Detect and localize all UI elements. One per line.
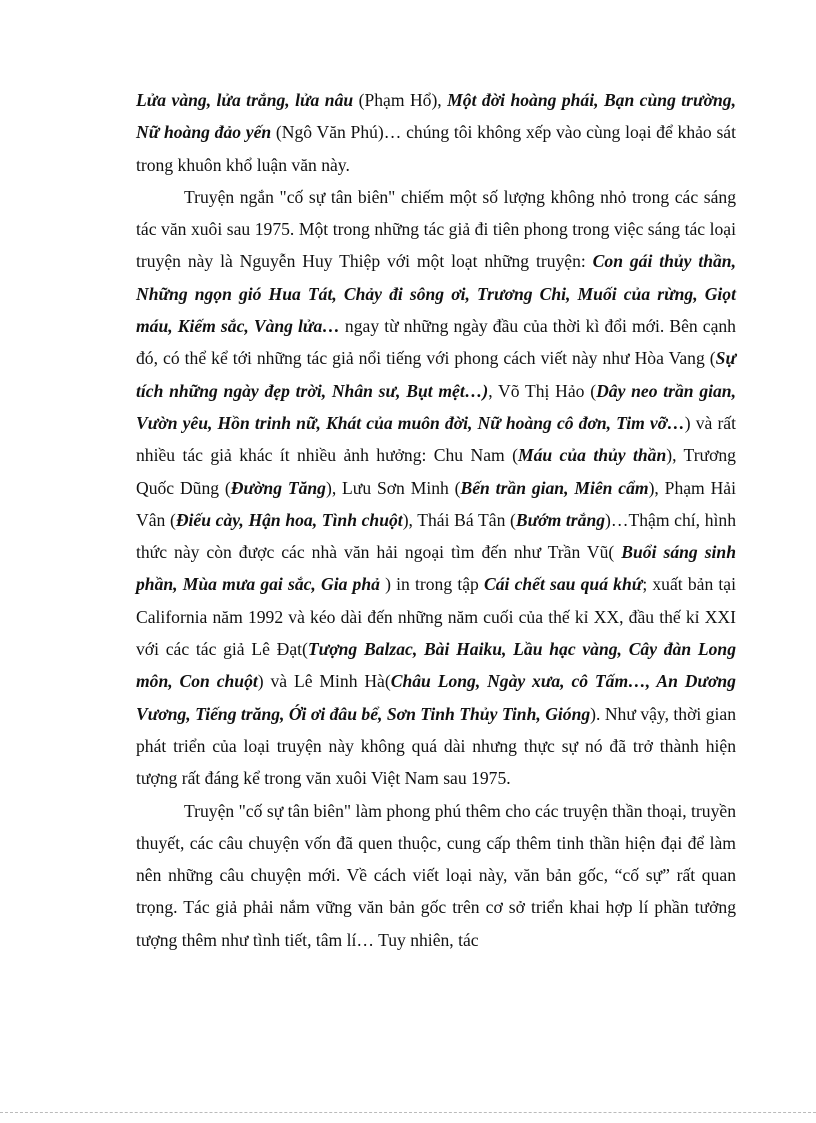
work-title: Một đời hoàng phái, Bạn cùng trường, Nữ hoàng đảo yến [136, 90, 736, 143]
paragraph-3 [136, 795, 736, 956]
body-text-run: ), Phạm Hải Vân ( [136, 477, 736, 530]
body-text-run: (Ngô Văn Phú)… chúng tôi không xếp vào cùng loại để khảo sát trong khuôn khổ luận văn này. [136, 122, 736, 175]
body-text-run: , Võ Thị Hảo ( [488, 380, 597, 401]
body-text-run: ) và Lê Minh Hà( [257, 671, 391, 692]
page-bottom-divider [0, 1112, 816, 1113]
body-text-run: ) và rất nhiều tác giả khác ít nhiều ảnh hưởng: Chu Nam ( [136, 412, 736, 466]
work-title: Tượng Balzac, Bài Haiku, Lầu hạc vàng, Cây đàn Long môn, Con chuột [136, 639, 736, 692]
body-text-run: ), Lưu Sơn Minh ( [325, 477, 461, 498]
paragraph-2 [136, 181, 736, 795]
work-title: Cái chết sau quá khứ [483, 574, 643, 595]
work-title: Sự tích những ngày đẹp trời, Nhân sư, Bụt mệt…) [136, 348, 736, 401]
body-text-run: ). Như vậy, thời gian phát triển của loại truyện này không quá dài nhưng thực sự nó đã trở thành hiện tượng rất đáng kể trong văn xuôi Việt Nam sau 1975. [136, 703, 736, 789]
work-title: Điếu cày, Hận hoa, Tình chuột [175, 509, 403, 530]
body-text-run: Truyện ngắn "cố sự tân biên" chiếm một số lượng không nhỏ trong các sáng tác văn xuôi sau 1975. Một trong những tác giả đi tiên phong trong việc sáng tác loại truyện này là Nguyễn Huy Thiệp với một loạt những truyện: [136, 186, 736, 272]
body-text-run: Truyện "cố sự tân biên" làm phong phú thêm cho các truyện thần thoại, truyền thuyết, các câu chuyện vốn đã quen thuộc, cung cấp thêm tinh thần hiện đại để làm nên những câu chuyện mới. Về cách viết loại này, văn bản gốc, “cố sự” rất quan trọng. Tác giả phải nắm vững văn bản gốc trên cơ sở triển khai hợp lí phần tưởng tượng thêm như tình tiết, tâm lí… Tuy nhiên, tác [136, 800, 736, 950]
work-title: Bến trần gian, Miên cẩm [460, 477, 649, 498]
work-title: Bướm trắng [515, 509, 606, 530]
body-text-run: (Phạm Hổ), [353, 90, 448, 110]
work-title: Dây neo trần gian, Vườn yêu, Hồn trinh nữ, Khát của muôn đời, Nữ hoàng cô đơn, Tim vỡ… [136, 380, 736, 433]
body-text [136, 84, 736, 956]
work-title: Buổi sáng sinh phần, Mùa mưa gai sắc, Gia phả [136, 542, 736, 595]
work-title: Con gái thủy thần, Những ngọn gió Hua Tát, Chảy đi sông ơi, Trương Chi, Muối của rừng, Giọt máu, Kiếm sắc, Vàng lửa… [136, 251, 736, 337]
body-text-run: ) in trong tập [379, 574, 484, 595]
paragraph-1 [136, 84, 736, 181]
work-title: Máu của thủy thần [517, 445, 667, 466]
work-title: Châu Long, Ngày xưa, cô Tấm…, An Dương Vương, Tiếng trăng, Ới ơi đâu bể, Sơn Tinh Thủy Tinh, Gióng [136, 671, 736, 724]
body-text-run: )…Thậm chí, hình thức này còn được các nhà văn hải ngoại tìm đến như Trần Vũ( [136, 509, 736, 563]
work-title: Đường Tăng [230, 477, 326, 498]
body-text-run: ; xuất bản tại California năm 1992 và kéo dài đến những năm cuối của thế kỉ XX, đầu thế kỉ XXI với các tác giả Lê Đạt( [136, 574, 736, 660]
work-title: Lửa vàng, lửa trắng, lửa nâu [136, 90, 354, 110]
body-text-run: ), Trương Quốc Dũng ( [136, 445, 736, 498]
body-text-run: ), Thái Bá Tân ( [402, 509, 516, 530]
body-text-run: ngay từ những ngày đầu của thời kì đổi mới. Bên cạnh đó, có thể kể tới những tác giả nổi tiếng với phong cách viết này như Hòa Vang ( [136, 316, 736, 369]
